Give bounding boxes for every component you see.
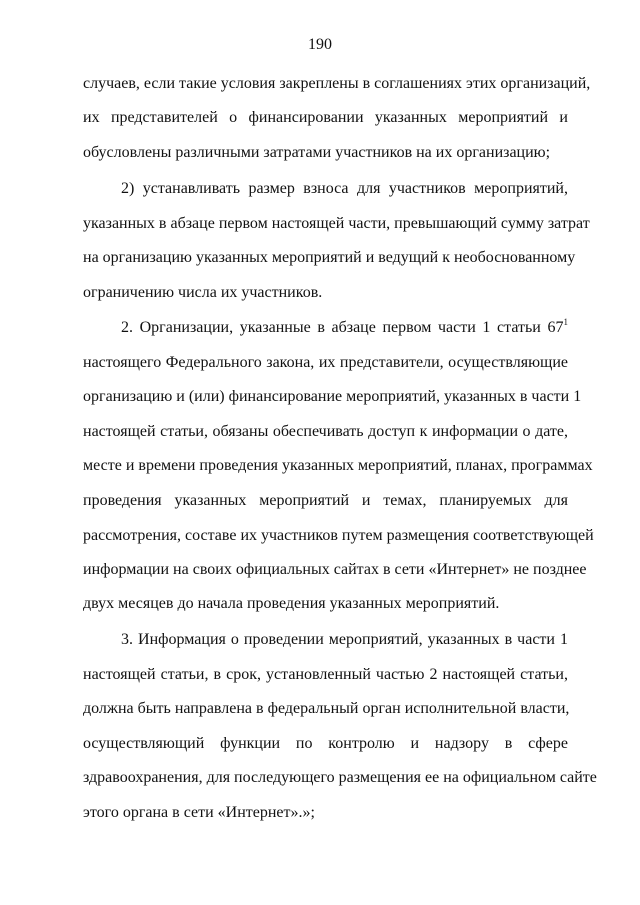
text-line: 3. Информация о проведении мероприятий, указанных в части 1 [121, 631, 568, 648]
text-line: обусловлены различными затратами участников на их организацию; [83, 144, 551, 161]
text-line-with-superscript [121, 318, 568, 338]
text-line: их представителей о финансировании указанных мероприятий и [83, 109, 568, 126]
text-line: двух месяцев до начала проведения указанных мероприятий. [83, 595, 500, 612]
text-line: ограничению числа их участников. [83, 284, 323, 301]
text-line: месте и времени проведения указанных мероприятий, планах, программах [83, 457, 593, 474]
text-line: 2) устанавливать размер взноса для участников мероприятий, [121, 180, 568, 197]
text-line: случаев, если такие условия закреплены в соглашениях этих организаций, [83, 75, 591, 92]
text-line-content: 2. Организации, указанные в абзаце первом части 1 статьи 67 [121, 319, 564, 336]
text-line: проведения указанных мероприятий и темах, планируемых для [83, 492, 568, 509]
text-line: настоящей статьи, в срок, установленный частью 2 настоящей статьи, [83, 666, 568, 683]
text-line: этого органа в сети «Интернет».»; [83, 804, 315, 821]
superscript: 1 [563, 317, 568, 327]
page-number: 190 [308, 36, 332, 53]
text-line: здравоохранения, для последующего размещения ее на официальном сайте [83, 769, 597, 786]
text-line: информации на своих официальных сайтах в сети «Интернет» не позднее [83, 561, 587, 578]
text-line: рассмотрения, составе их участников путем размещения соответствующей [83, 527, 594, 544]
text-line: должна быть направлена в федеральный орган исполнительной власти, [83, 700, 570, 717]
text-line: осуществляющий функции по контролю и надзору в сфере [83, 735, 568, 752]
text-line: указанных в абзаце первом настоящей части, превышающий сумму затрат [83, 215, 590, 232]
text-line: настоящей статьи, обязаны обеспечивать доступ к информации о дате, [83, 423, 568, 440]
text-line: организацию и (или) финансирование мероприятий, указанных в части 1 [83, 388, 582, 405]
text-line: настоящего Федерального закона, их представители, осуществляющие [83, 354, 568, 371]
text-line: на организацию указанных мероприятий и ведущий к необоснованному [83, 249, 576, 266]
